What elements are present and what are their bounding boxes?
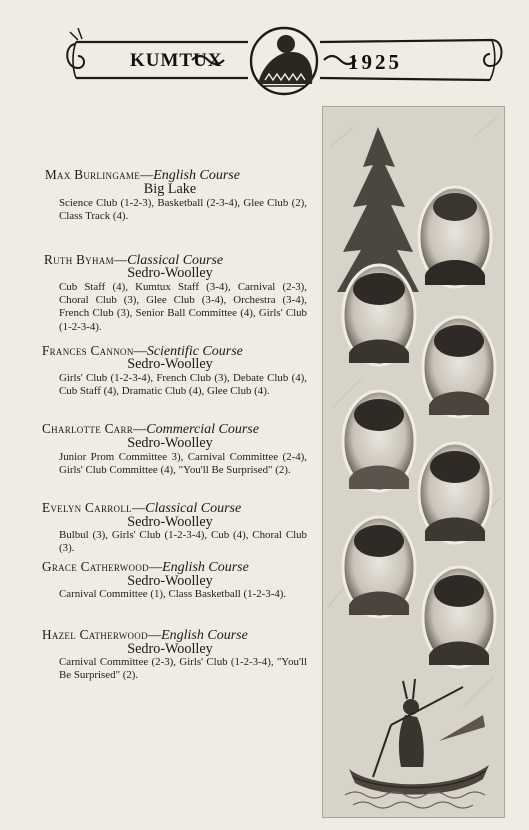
entry-activities: Junior Prom Committee 3), Carnival Committee (2-4), Girls' Club Committee (4), "You'll Be Surprised" (2). — [59, 451, 307, 477]
entry-town: Sedro-Woolley — [127, 641, 213, 657]
entry-name: Max Burlingame — [45, 167, 141, 182]
portrait-photo — [421, 315, 497, 419]
entry-course: English Course — [161, 628, 248, 643]
entry-name: Frances Cannon — [42, 343, 134, 358]
entry-activities: Carnival Committee (2-3), Girls' Club (1-2-3-4), "You'll Be Surprised" (2). — [59, 656, 307, 682]
entry-town: Sedro-Woolley — [127, 573, 213, 589]
entry-name-line: Frances Cannon—Scientific Course — [42, 343, 243, 359]
portrait-photo — [341, 515, 417, 619]
entry-activities: Science Club (1-2-3), Basketball (2-3-4), Glee Club (2), Class Track (4). — [59, 197, 307, 223]
portrait-photo — [417, 441, 493, 545]
entry-activities: Carnival Committee (1), Class Basketball (1-2-3-4). — [59, 588, 287, 600]
entry-name-line: Charlotte Carr—Commercial Course — [42, 421, 259, 437]
entry-course: Scientific Course — [146, 344, 243, 359]
entry-course: Commercial Course — [146, 422, 259, 437]
entry-activities: Cub Staff (4), Kumtux Staff (3-4), Carnival (2-3), Choral Club (3), Glee Club (3-4), Orchestra (3-4), French Club (3), Senior Ball Committee (4), Girls' Club (1-2-3-4). — [59, 281, 307, 333]
entry-name: Hazel Catherwood — [42, 627, 148, 642]
entry-town: Sedro-Woolley — [127, 514, 213, 530]
entry-name-line: Hazel Catherwood—English Course — [42, 627, 248, 643]
entry-name-line: Evelyn Carroll—Classical Course — [42, 500, 242, 516]
entry-name: Grace Catherwood — [42, 559, 149, 574]
entry-town: Sedro-Woolley — [127, 435, 213, 451]
entry-course: Classical Course — [127, 253, 224, 268]
yearbook-year: 1925 — [348, 50, 402, 74]
entry-course: English Course — [162, 560, 249, 575]
entry-name: Charlotte Carr — [42, 421, 134, 436]
entry-activities: Bulbul (3), Girls' Club (1-2-3-4), Cub (4), Choral Club (3). — [59, 529, 307, 555]
entry-name-line: Ruth Byham—Classical Course — [44, 252, 224, 268]
yearbook-title: KUMTUX — [130, 50, 223, 71]
portrait-photo — [341, 263, 417, 367]
entry-activities: Girls' Club (1-2-3-4), French Club (3), Debate Club (4), Cub Staff (4), Dramatic Club (4), Glee Club (4). — [59, 372, 307, 398]
entry-name: Evelyn Carroll — [42, 500, 132, 515]
entry-town: Sedro-Woolley — [127, 265, 213, 281]
entry-name-line: Grace Catherwood—English Course — [42, 559, 249, 575]
portrait-photo — [341, 389, 417, 493]
portrait-photo — [417, 185, 493, 289]
portrait-photo — [421, 565, 497, 669]
entry-town: Sedro-Woolley — [127, 356, 213, 372]
entry-name: Ruth Byham — [44, 252, 114, 267]
portrait-panel — [322, 106, 505, 818]
entry-course: English Course — [153, 168, 240, 183]
canoe-figure-illustration — [343, 667, 493, 812]
entry-name-line: Max Burlingame—English Course — [45, 167, 240, 183]
entry-town: Big Lake — [143, 181, 197, 197]
entry-course: Classical Course — [145, 501, 242, 516]
